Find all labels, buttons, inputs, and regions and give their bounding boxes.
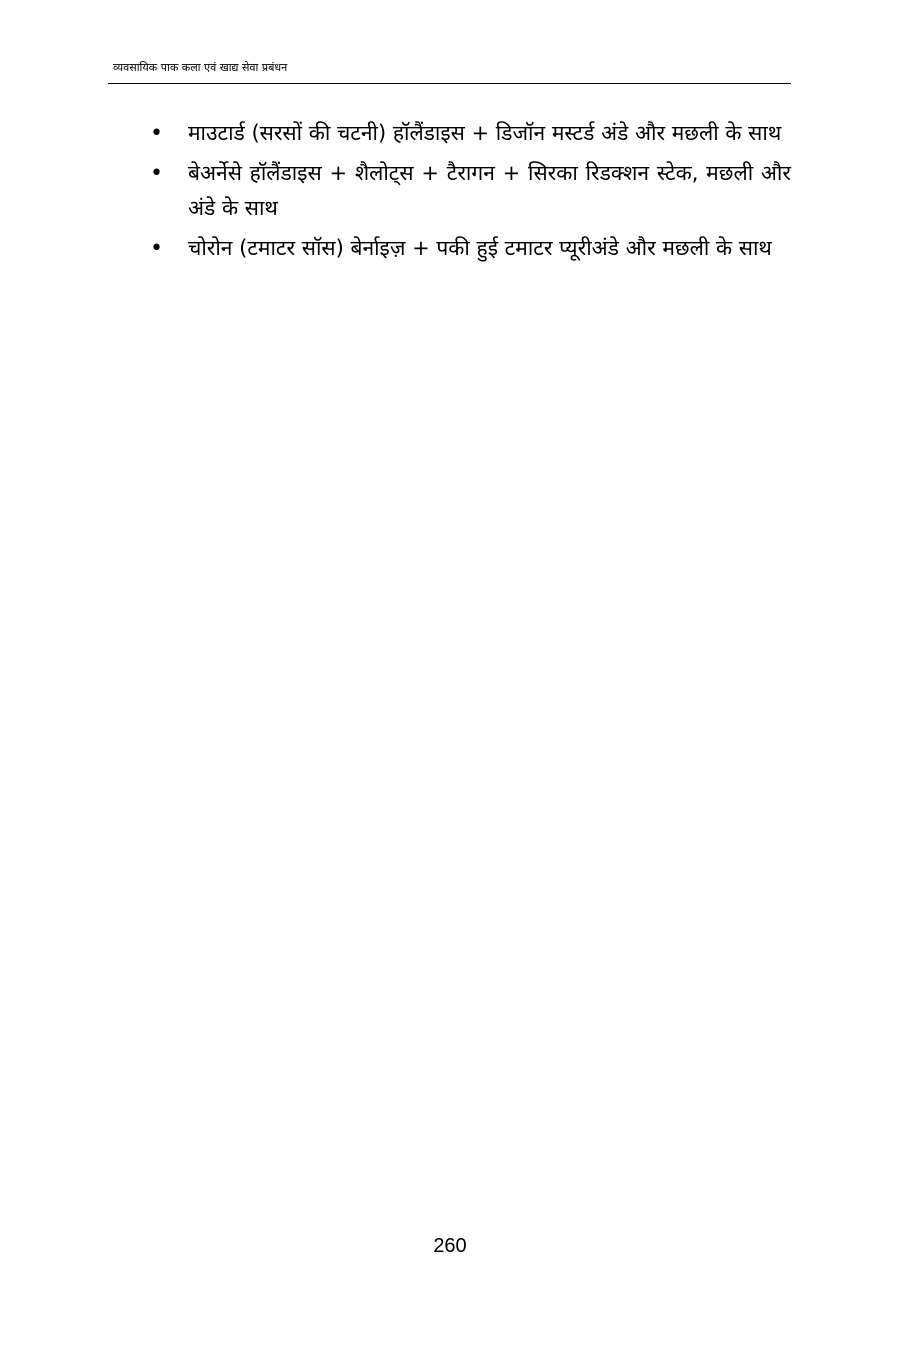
- bullet-icon: •: [150, 121, 163, 146]
- list-item: [144, 231, 791, 266]
- bullet-list: [144, 116, 791, 271]
- running-header: व्यवसायिक पाक कला एवं खाद्य सेवा प्रबंधन: [113, 61, 288, 74]
- header-rule: [108, 83, 791, 84]
- list-item-text: चोरोन (टमाटर सॉस) बेर्नाइज़ + पकी हुई टमाटर प्यूरीअंडे और मछली के साथ: [188, 236, 772, 260]
- bullet-icon: •: [150, 236, 163, 261]
- list-item-text: माउटार्ड (सरसों की चटनी) हॉलैंडाइस + डिजॉन मस्टर्ड अंडे और मछली के साथ: [188, 121, 782, 145]
- list-item-text: बेअर्नेसे हॉलैंडाइस + शैलोट्स + टैरागन + सिरका रिडक्शन स्टेक, मछली और अंडे के साथ: [188, 161, 791, 220]
- list-item: [144, 156, 791, 226]
- list-item: [144, 116, 791, 151]
- page-number: 260: [433, 1235, 467, 1257]
- bullet-icon: •: [150, 161, 163, 186]
